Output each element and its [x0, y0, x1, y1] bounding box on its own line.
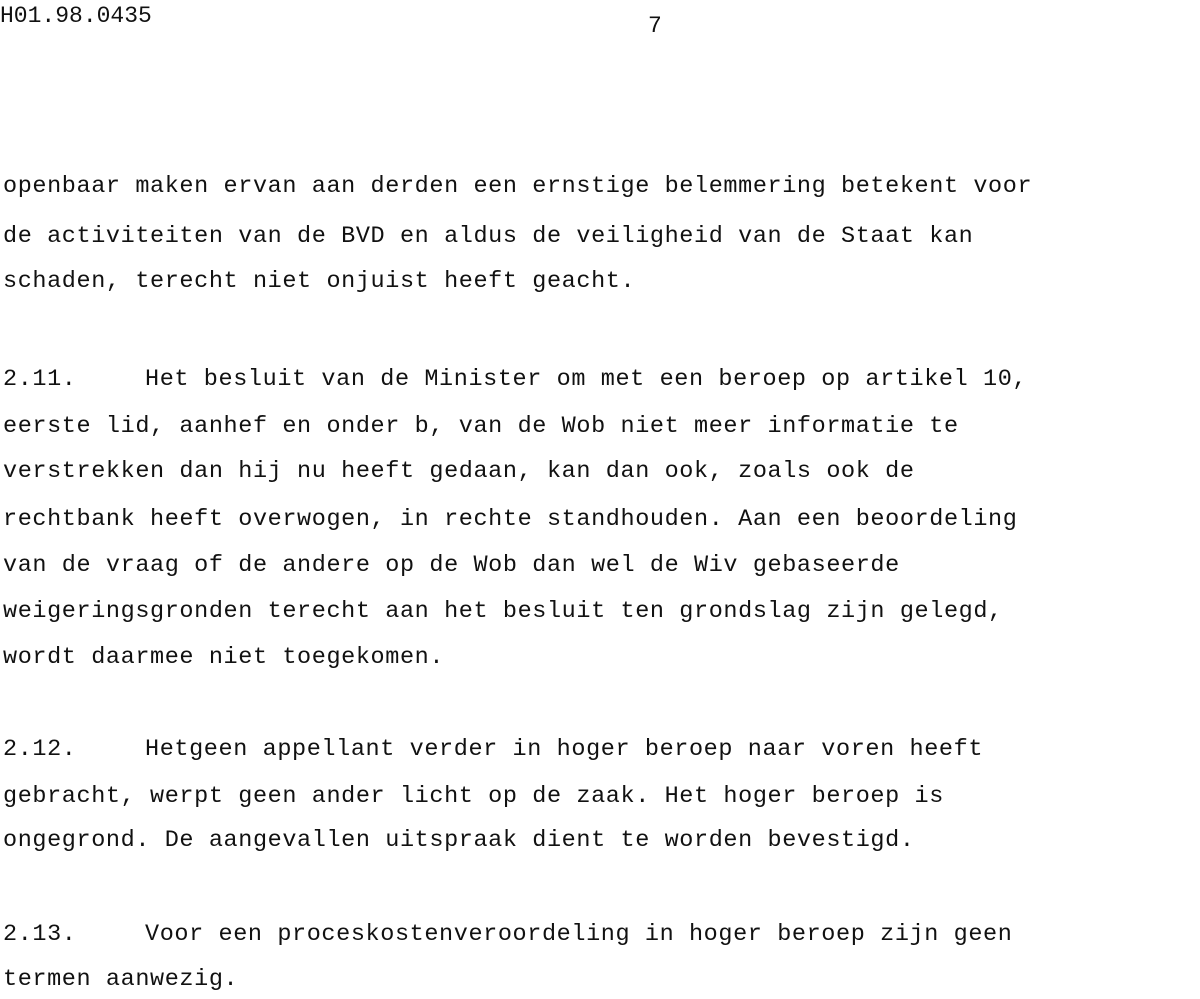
text-line: gebracht, werpt geen ander licht op de zaak. Het hoger beroep is: [3, 783, 944, 810]
text-line: rechtbank heeft overwogen, in rechte standhouden. Aan een beoordeling: [3, 506, 1018, 533]
text-line: [3, 365, 1027, 395]
text-line: weigeringsgronden terecht aan het besluit ten grondslag zijn gelegd,: [3, 598, 1003, 625]
text-line: de activiteiten van de BVD en aldus de veiligheid van de Staat kan: [3, 223, 974, 250]
text-line: openbaar maken ervan aan derden een ernstige belemmering betekent voor: [3, 173, 1033, 200]
page-number: 7: [648, 13, 662, 39]
paragraph-number: 2.13.: [3, 921, 77, 948]
text-line: [3, 735, 983, 765]
text-line: wordt daarmee niet toegekomen.: [3, 644, 445, 671]
text-line-content: Het besluit van de Minister om met een beroep op artikel 10,: [145, 366, 1028, 393]
text-line: [3, 920, 1012, 950]
text-line: verstrekken dan hij nu heeft gedaan, kan dan ook, zoals ook de: [3, 458, 915, 485]
text-line-content: Hetgeen appellant verder in hoger beroep naar voren heeft: [145, 736, 984, 763]
text-line: eerste lid, aanhef en onder b, van de Wob niet meer informatie te: [3, 413, 959, 440]
document-id: H01.98.0435: [0, 3, 152, 29]
text-line: ongegrond. De aangevallen uitspraak dient te worden bevestigd.: [3, 827, 915, 854]
paragraph-number: 2.12.: [3, 736, 77, 763]
paragraph-number: 2.11.: [3, 366, 77, 393]
text-line-content: Voor een proceskostenveroordeling in hoger beroep zijn geen: [145, 921, 1013, 948]
text-line: termen aanwezig.: [3, 966, 239, 993]
text-line: van de vraag of de andere op de Wob dan wel de Wiv gebaseerde: [3, 552, 900, 579]
text-line: schaden, terecht niet onjuist heeft geacht.: [3, 268, 636, 295]
